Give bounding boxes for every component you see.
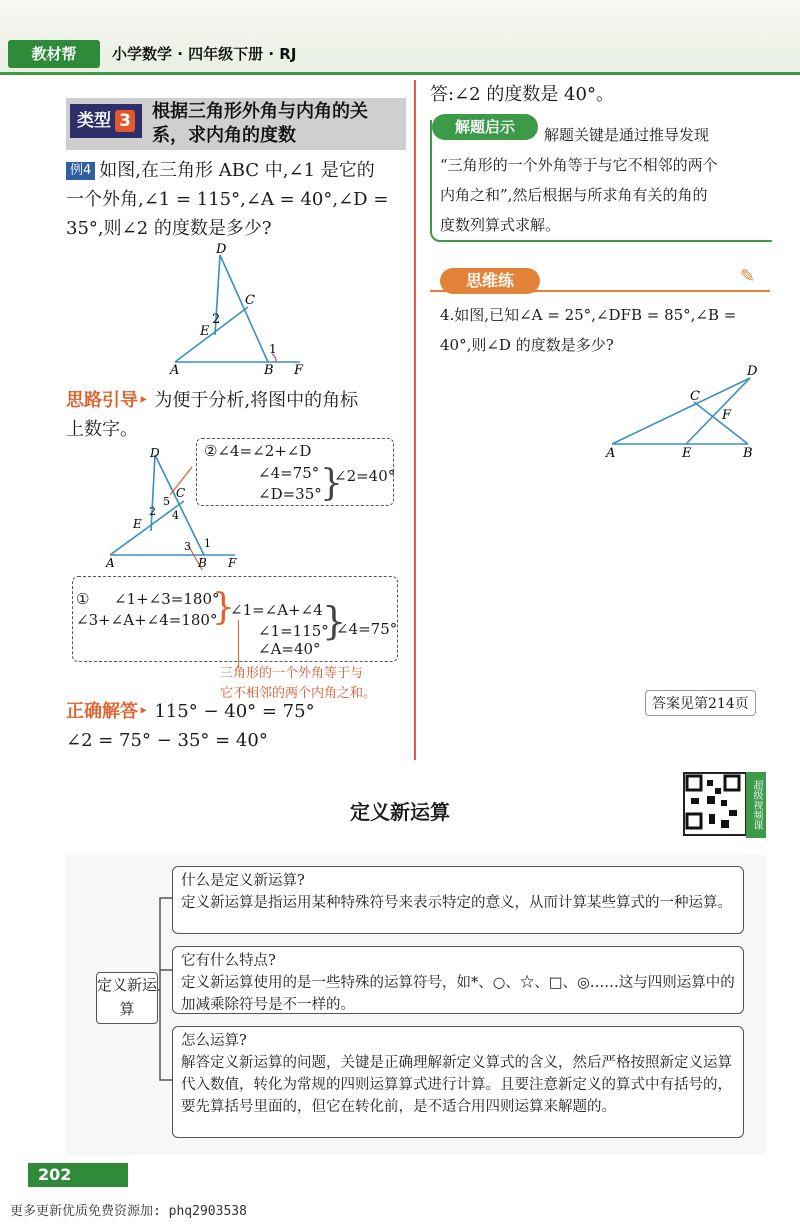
box1-line-1: ∠1+∠3=180° xyxy=(114,590,220,608)
video-course-tag: 超级视频课 xyxy=(746,772,766,838)
fig2-label-5: 5 xyxy=(163,495,170,508)
hint-text xyxy=(440,120,770,240)
header-title: 小学数学 · 四年级下册 · RJ xyxy=(112,45,297,63)
fig1-label-E: E xyxy=(200,324,210,339)
column-divider xyxy=(414,80,416,760)
fig1-label-C: C xyxy=(245,293,255,308)
section-title: 定义新运算 xyxy=(350,800,450,824)
fig2-label-1: 1 xyxy=(204,537,211,550)
fig1-label-A: A xyxy=(170,363,180,375)
type-badge xyxy=(70,104,142,138)
answer-line: 答:∠2 的度数是 40°。 xyxy=(430,84,614,105)
box1-brace-right: } xyxy=(322,599,347,643)
box2-brace: } xyxy=(320,463,343,504)
fig3-label-F: F xyxy=(722,408,732,423)
box1-line-2: ∠3+∠A+∠4=180° xyxy=(76,611,218,629)
practice-line-2: 40°,则∠D 的度数是多少? xyxy=(440,336,614,354)
box1-result: ∠4=75° xyxy=(336,620,398,638)
fig3-label-C: C xyxy=(690,389,700,404)
example-line-3: 35°,则∠2 的度数是多少? xyxy=(66,218,272,239)
footer-source: 更多更新优质免费资源加: phq2903538 xyxy=(10,1204,247,1219)
triangle-figure-1 xyxy=(160,240,310,375)
box1-mid-3: ∠A=40° xyxy=(258,640,321,658)
mindmap-root: 定义新运算 xyxy=(96,972,158,1024)
node-what-question: 什么是定义新运算? xyxy=(181,873,305,889)
node-how-answer: 解答定义新运算的问题，关键是正确理解新定义算式的含义，然后严格按照新定义运算代入数值，转化为常规的四则运算算式进行计算。且要注意新定义的算式中有括号的，要先算括号里面的，但它在转化前，是不适合用四则运算来解题的。 xyxy=(181,1055,732,1115)
solution-heading: 正确解答 xyxy=(66,701,138,722)
box2-line-3: ∠D=35° xyxy=(258,485,322,503)
type-label: 类型 xyxy=(77,111,111,131)
hint-line-2: “三角形的一个外角等于与它不相邻的两个 xyxy=(440,156,718,174)
example-text xyxy=(66,156,411,243)
red-note-2: 它不相邻的两个内角之和。 xyxy=(220,686,377,701)
fig2-label-2: 2 xyxy=(149,505,156,518)
fig1-label-B: B xyxy=(264,363,274,375)
fig2-label-A: A xyxy=(106,556,115,570)
box2-line-2: ∠4=75° xyxy=(258,464,320,482)
box1-num: ① xyxy=(76,590,90,608)
triangle-figure-3 xyxy=(600,362,770,462)
red-note-1: 三角形的一个外角等于与 xyxy=(220,666,364,681)
fig1-label-2: 2 xyxy=(212,312,221,327)
node-how-question: 怎么运算? xyxy=(181,1033,247,1049)
fig2-label-E: E xyxy=(133,517,142,531)
fig2-label-D: D xyxy=(150,446,160,460)
type-title: 根据三角形外角与内角的关系，求内角的度数 xyxy=(152,101,368,146)
example-line-2: 一个外角,∠1 = 115°,∠A = 40°,∠D = xyxy=(66,189,389,210)
box1-brace-left: } xyxy=(212,587,235,628)
box2-result: ∠2=40° xyxy=(334,467,396,485)
fig3-label-B: B xyxy=(743,446,753,461)
header-badge: 教材帮 xyxy=(8,40,100,68)
header-divider xyxy=(0,72,800,75)
box1-mid-1: ∠1=∠A+∠4 xyxy=(230,601,323,619)
fig2-label-B: B xyxy=(198,556,207,570)
practice-label: 思维练 xyxy=(440,268,540,294)
thinking-heading: 思路引导 xyxy=(66,390,138,411)
type-number: 3 xyxy=(115,110,135,132)
hint-line-3: 内角之和”,然后根据与所求角有关的角的 xyxy=(440,186,708,204)
note-pointer xyxy=(238,620,239,668)
hint-label: 解题启示 xyxy=(432,114,538,140)
mindmap-node-what xyxy=(172,866,744,934)
node-features-question: 它有什么特点? xyxy=(181,953,276,969)
fig3-label-D: D xyxy=(747,364,758,379)
hint-line-4: 度数列算式求解。 xyxy=(440,216,561,234)
solution-line-1: 115° − 40° = 75° xyxy=(154,701,315,722)
mindmap-node-how xyxy=(172,1026,744,1138)
example-line-1: 如图,在三角形 ABC 中,∠1 是它的 xyxy=(99,160,375,181)
fig2-label-F: F xyxy=(228,556,237,570)
box2-line-1: ②∠4=∠2+∠D xyxy=(204,442,312,460)
fig1-label-F: F xyxy=(294,363,304,375)
fig2-label-C: C xyxy=(176,486,186,500)
answer-reference: 答案见第214页 xyxy=(645,690,756,716)
thinking-guide: 思路引导‣ 为便于分析,将图中的角标 上数字。 xyxy=(66,386,411,444)
practice-line-1: 4.如图,已知∠A = 25°,∠DFB = 85°,∠B = xyxy=(440,306,737,324)
fig1-label-1: 1 xyxy=(269,342,277,356)
page-number: 202 xyxy=(28,1163,128,1187)
fig2-label-4: 4 xyxy=(172,509,179,522)
hint-line-1: 解题关键是通过推导发现 xyxy=(544,126,710,144)
example-tag: 例4 xyxy=(66,162,95,180)
practice-question xyxy=(440,300,770,360)
solution-line-2: ∠2 = 75° − 35° = 40° xyxy=(66,730,268,751)
qr-code-icon xyxy=(685,774,741,830)
fig1-label-D: D xyxy=(216,242,227,257)
node-what-answer: 定义新运算是指运用某种特殊符号来表示特定的意义，从而计算某些算式的一种运算。 xyxy=(181,895,732,911)
qr-code[interactable] xyxy=(683,772,747,836)
fig3-label-A: A xyxy=(606,446,616,461)
thinking-line-1: 为便于分析,将图中的角标 xyxy=(154,390,359,411)
pencil-icon: ✎ xyxy=(740,266,756,287)
fig3-label-E: E xyxy=(682,446,692,461)
thinking-line-2: 上数字。 xyxy=(66,419,138,440)
node-features-answer: 定义新运算使用的是一些特殊的运算符号，如*、○、☆、□、◎……这与四则运算中的加减乘除符号是不一样的。 xyxy=(181,975,735,1013)
mindmap-node-features xyxy=(172,946,744,1014)
solution: 正确解答‣ 115° − 40° = 75° ∠2 = 75° − 35° = 40° xyxy=(66,697,411,755)
fig2-label-3: 3 xyxy=(184,540,191,553)
box1-mid-2: ∠1=115° xyxy=(258,622,329,640)
